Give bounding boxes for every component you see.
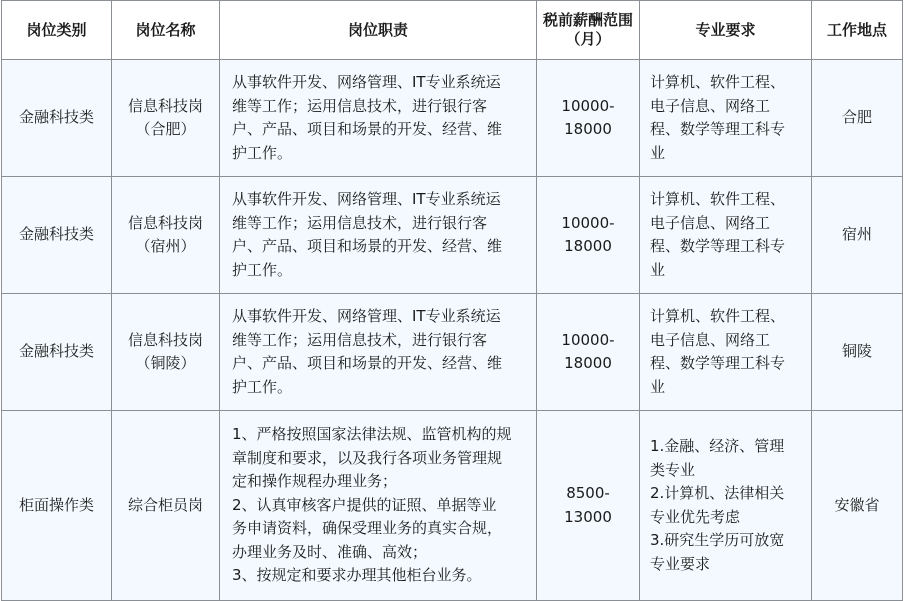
cell-position: 信息科技岗 （宿州） (112, 177, 220, 294)
cell-duties: 从事软件开发、网络管理、IT专业系统运 维等工作；运用信息技术，进行银行客 户、产品、项目和场景的开发、经营、维 护工作。 (220, 294, 537, 411)
cell-location: 铜陵 (812, 294, 903, 411)
table-row (2, 411, 903, 601)
cell-salary: 10000- 18000 (537, 60, 640, 177)
cell-salary: 8500- 13000 (537, 411, 640, 601)
cell-duties: 1、严格按照国家法律法规、监管机构的规 章制度和要求，以及我行各项业务管理规 定和操作规程办理业务； 2、认真审核客户提供的证照、单据等业 务申请资料，确保受理业务的真实合规， 办理业务及时、准确、高效； 3、按规定和要求办理其他柜台业务。 (220, 411, 537, 601)
table-row (2, 177, 903, 294)
cell-category: 金融科技类 (2, 294, 112, 411)
header-position: 岗位名称 (112, 1, 220, 60)
header-duties: 岗位职责 (220, 1, 537, 60)
header-row (2, 1, 903, 60)
cell-position: 信息科技岗 （合肥） (112, 60, 220, 177)
cell-position: 信息科技岗 （铜陵） (112, 294, 220, 411)
cell-category: 金融科技类 (2, 60, 112, 177)
cell-location: 宿州 (812, 177, 903, 294)
cell-duties: 从事软件开发、网络管理、IT专业系统运 维等工作；运用信息技术，进行银行客 户、产品、项目和场景的开发、经营、维 护工作。 (220, 60, 537, 177)
table-row (2, 294, 903, 411)
cell-major: 计算机、软件工程、 电子信息、网络工 程、数学等理工科专 业 (640, 60, 812, 177)
cell-position: 综合柜员岗 (112, 411, 220, 601)
cell-salary: 10000- 18000 (537, 177, 640, 294)
cell-major: 1.金融、经济、管理 类专业 2.计算机、法律相关 专业优先考虑 3.研究生学历可放宽 专业要求 (640, 411, 812, 601)
header-major: 专业要求 (640, 1, 812, 60)
cell-category: 柜面操作类 (2, 411, 112, 601)
job-table (1, 0, 903, 601)
cell-salary: 10000- 18000 (537, 294, 640, 411)
cell-location: 安徽省 (812, 411, 903, 601)
header-location: 工作地点 (812, 1, 903, 60)
cell-major: 计算机、软件工程、 电子信息、网络工 程、数学等理工科专 业 (640, 294, 812, 411)
cell-duties: 从事软件开发、网络管理、IT专业系统运 维等工作；运用信息技术，进行银行客 户、产品、项目和场景的开发、经营、维 护工作。 (220, 177, 537, 294)
cell-category: 金融科技类 (2, 177, 112, 294)
header-salary: 税前薪酬范围 （月） (537, 1, 640, 60)
cell-major: 计算机、软件工程、 电子信息、网络工 程、数学等理工科专 业 (640, 177, 812, 294)
header-category: 岗位类别 (2, 1, 112, 60)
table-row (2, 60, 903, 177)
cell-location: 合肥 (812, 60, 903, 177)
